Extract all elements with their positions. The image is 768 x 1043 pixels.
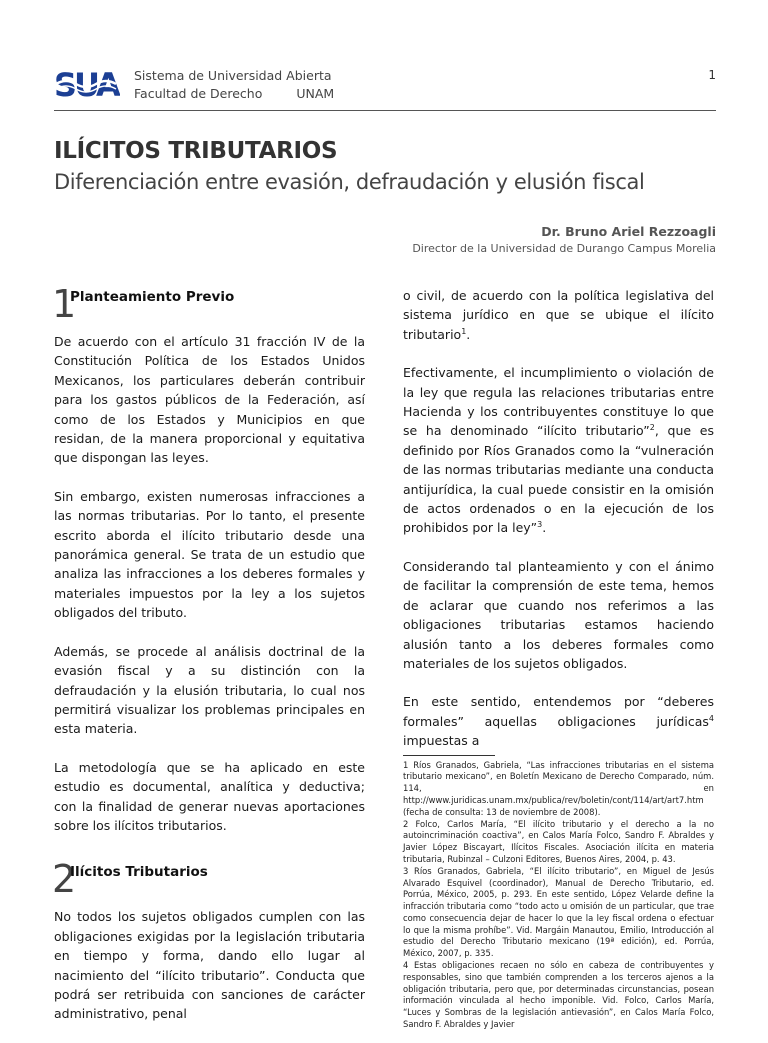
paragraph: Además, se procede al análisis doctrinal de la evasión fiscal y a su distinción con la defraudación y la elusión tributaria, lo cual nos permitirá visualizar los problemas principales en esta materia. <box>54 643 365 737</box>
paragraph: De acuerdo con el artículo 31 fracción IV de la Constitución Política de los Estados Unidos Mexicanos, los particulares deberán contribuir para los gastos públicos de la Federación, así como de los Estados y Municipios en que residan, de la manera proporcional y equitativa que dispongan las leyes. <box>54 334 365 466</box>
footnote-1: 1 Ríos Granados, Gabriela, “Las infracciones tributarias en el sistema tributario mexicano”, en Boletín Mexicano de Derecho Comparado, núm. 114, en http://www.juridicas.unam.mx/publica/rev/boletin/cont/114/art/art7.htm (fecha de consulta: 13 de noviembre de 2008). <box>403 759 714 817</box>
text-run: . <box>466 326 471 342</box>
text-run: En este sentido, entendemos por “deberes formales” aquellas obligaciones jurídicas <box>403 694 714 729</box>
paragraph <box>403 286 714 344</box>
document-subtitle: Diferenciación entre evasión, defraudación y elusión fiscal <box>54 170 645 194</box>
author-role: Director de la Universidad de Durango Campus Morelia <box>412 242 716 255</box>
paragraph <box>403 363 714 538</box>
document-title: ILÍCITOS TRIBUTARIOS <box>54 138 338 164</box>
section-number: 1 <box>52 282 77 326</box>
header-faculty: Facultad de Derecho <box>134 86 263 101</box>
section-title: Planteamiento Previo <box>70 289 235 305</box>
footnote-ref[interactable]: 4 <box>708 713 714 723</box>
author-name: Dr. Bruno Ariel Rezzoagli <box>541 224 716 239</box>
paragraph: Considerando tal planteamiento y con el ánimo de facilitar la comprensión de este tema, hemos de aclarar que cuando nos referimos a las obligaciones tributarias estamos haciendo alusión tanto a los deberes formales como materiales de los sujetos obligados. <box>403 558 714 671</box>
sua-logo <box>54 66 120 102</box>
footnote-ref[interactable]: 2 <box>649 423 655 433</box>
header-divider <box>54 110 716 111</box>
footnotes <box>403 760 714 1031</box>
left-column <box>52 282 365 1043</box>
text-run: impuestas a <box>403 733 480 749</box>
paragraph: La metodología que se ha aplicado en este estudio es documental, analítica y deductiva; con la finalidad de generar nuevas aportaciones sobre los ilícitos tributarios. <box>54 759 365 833</box>
text-run: , que es definido por Ríos Granados como la “vulneración de las normas tributarias mediante una conducta antijurídica, la cual puede consistir en la omisión de actos ordenados o en la ejecución de los prohibidos por la ley” <box>403 423 714 536</box>
header-unam: UNAM <box>296 86 335 101</box>
footnote-ref[interactable]: 3 <box>537 520 543 530</box>
footnote-4: 4 Estas obligaciones recaen no sólo en cabeza de contribuyentes y responsables, sino que también comprenden a los terceros ajenos a la obligación tributaria, pero que, por determinadas circunstancias, posean información vinculada al hecho imponible. Vid. Folco, Carlos María, “Luces y Sombras de la legislación antievasión”, en Calos María Folco, Sandro F. Abraldes y Javier <box>403 960 714 1030</box>
header-line2 <box>134 85 368 103</box>
right-column <box>403 286 714 1031</box>
section-number: 2 <box>52 857 77 902</box>
page-header <box>54 64 716 110</box>
svg-text:SUA: SUA <box>54 66 118 102</box>
text-run: Efectivamente, el incumplimiento o violación de la ley que regula las relaciones tributarias entre Hacienda y los contribuyentes constituye lo que se ha denominado “ilícito tributario” <box>403 365 714 439</box>
footnote-2: 2 Folco, Carlos María, “El ilícito tributario y el derecho a la no autoincriminación coactiva”, en Calos María Folco, Sandro F. Abraldes y Javier López Biscayart, Ilícitos Fiscales. Asociación ilícita en materia tributaria, Rubinzal – Culzoni Editores, Buenos Aires, 2004, p. 43. <box>403 818 714 864</box>
page-number: 1 <box>708 68 716 82</box>
paragraph: Sin embargo, existen numerosas infracciones a las normas tributarias. Por lo tanto, el presente escrito aborda el ilícito tributario desde una panorámica general. Se trata de un estudio que analiza las infracciones a los deberes formales y materiales impuestos por la ley a los sujetos obligados del tributo. <box>54 488 365 621</box>
section-1-heading <box>52 282 365 326</box>
header-line1: Sistema de Universidad Abierta <box>134 68 332 83</box>
header-institution <box>134 67 368 103</box>
footnote-3: 3 Ríos Granados, Gabriela, “El ilícito tributario”, en Miguel de Jesús Alvarado Esquivel (coordinador), Manual de Derecho Tributario, ed. Porrúa, México, 2005, p. 293. En este sentido, López Velarde define la infracción tributaria como “todo acto u omisión de un particular, que trae como consecuencia dejar de hacer lo que la ley fiscal ordena o efectuar lo que la misma prohíbe”. Vid. Margáin Manautou, Emilio, Introducción al estudio del Derecho Tributario mexicano (19ª edición), ed. Porrúa, México, 2007, p. 335. <box>403 865 714 959</box>
text-run: o civil, de acuerdo con la política legislativa del sistema jurídico en que se ubique el ilícito tributario <box>403 288 714 342</box>
paragraph <box>403 692 714 750</box>
footnote-ref[interactable]: 1 <box>461 326 467 336</box>
footnote-divider <box>403 755 495 756</box>
section-2-heading <box>52 857 365 902</box>
text-run: . <box>542 520 547 536</box>
section-title: Ilícitos Tributarios <box>70 864 208 881</box>
author-block <box>412 224 716 255</box>
paragraph: No todos los sujetos obligados cumplen con las obligaciones exigidas por la legislación tributaria en tiempo y forma, dando ello lugar al nacimiento del “ilícito tributario”. Conducta que podrá ser retribuida con sanciones de carácter administrativo, penal <box>54 909 365 1022</box>
